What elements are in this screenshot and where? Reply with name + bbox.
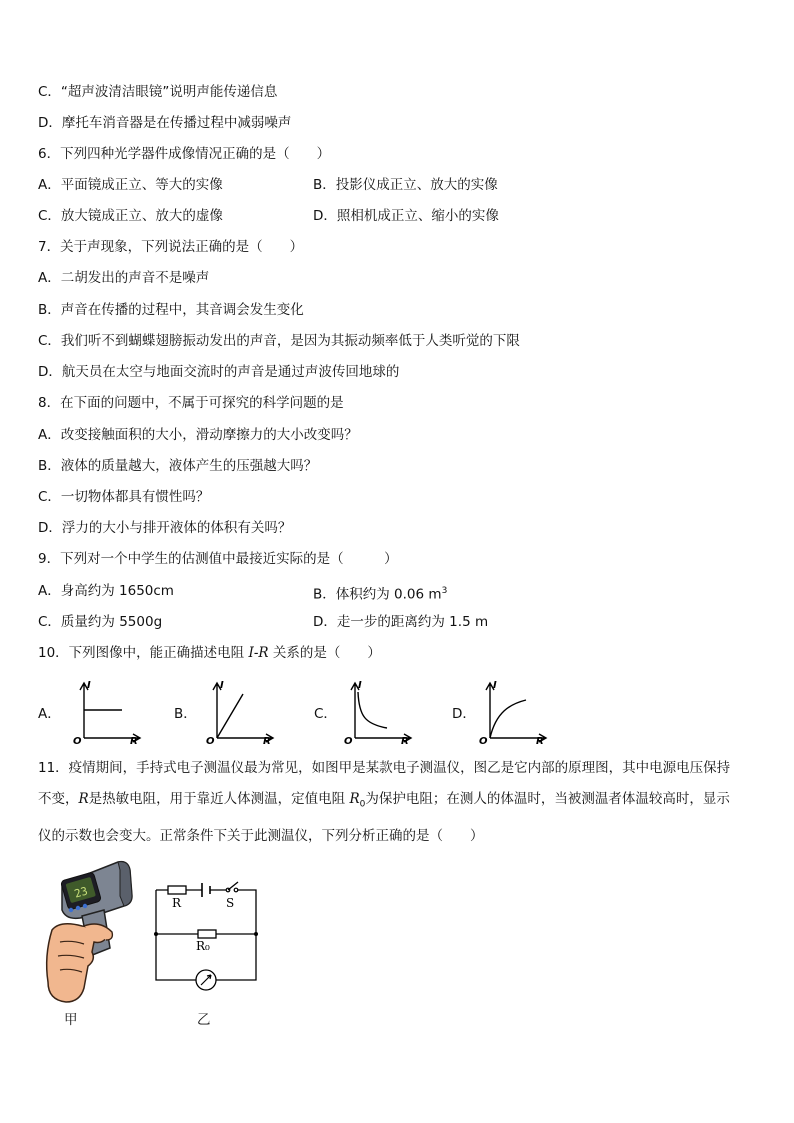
q10-stem-pre: 10．下列图像中，能正确描述电阻	[38, 645, 249, 661]
q11-var-r0: R	[349, 791, 360, 807]
q9-stem: 9．下列对一个中学生的估测值中最接近实际的是（ ）	[38, 551, 398, 567]
q8-option-a: A．改变接触面积的大小，滑动摩擦力的大小改变吗？	[38, 427, 358, 443]
q7-option-d: D．航天员在太空与地面交流时的声音是通过声波传回地球的	[38, 364, 400, 380]
q11-stem	[38, 753, 760, 852]
q11-line-2	[38, 784, 760, 821]
q11-var-r0-sub: 0	[359, 799, 366, 810]
q6-option-c: C．放大镜成正立、放大的虚像	[38, 208, 223, 224]
q7-option-b: B．声音在传播的过程中，其音调会发生变化	[38, 302, 304, 318]
q8-stem: 8．在下面的问题中，不属于可探究的科学问题的是	[38, 395, 344, 411]
q6-option-a: A．平面镜成正立、等大的实像	[38, 177, 223, 193]
y-axis-arrow	[351, 683, 359, 738]
graph-curve	[358, 692, 387, 728]
x-axis-label: R	[401, 736, 409, 747]
svg-text:23: 23	[72, 884, 90, 901]
resistor-r0	[198, 930, 216, 938]
label-r: R	[172, 896, 182, 910]
q11-line-2-post: 为保护电阻；在测人的体温时，当被测温者体温较高时，显示	[365, 791, 730, 807]
origin-label: O	[73, 736, 82, 747]
origin-label: O	[479, 736, 488, 747]
q8-option-b: B．液体的质量越大，液体产生的压强越大吗？	[38, 458, 318, 474]
q8-option-c: C．一切物体都具有惯性吗？	[38, 489, 210, 505]
q7-option-a: A．二胡发出的声音不是噪声	[38, 270, 210, 286]
figure-yi-label: 乙	[197, 1012, 211, 1028]
x-axis-label: R	[536, 736, 544, 747]
q10-option-c-label: C．	[314, 706, 337, 722]
q6-stem: 6．下列四种光学器件成像情况正确的是（ ）	[38, 146, 331, 162]
battery-symbol	[202, 883, 210, 897]
q9-option-c: C．质量约为 5500g	[38, 614, 163, 630]
q10-stem-post: 关系的是（ ）	[268, 645, 381, 661]
x-axis-label: R	[130, 736, 138, 747]
q9-option-a: A．身高约为 1650cm	[38, 583, 174, 599]
q5-option-d: D．摩托车消音器是在传播过程中减弱噪声	[38, 115, 292, 131]
q5-option-c: C．“超声波清洁眼镜”说明声能传递信息	[38, 84, 278, 100]
q10-graph-c	[341, 676, 413, 748]
q11-var-r: R	[78, 791, 89, 807]
y-axis-label: I	[358, 680, 362, 691]
origin-label: O	[206, 736, 215, 747]
y-axis-arrow	[213, 683, 221, 738]
thermometer-figure	[40, 856, 140, 1010]
q10-stem-var: I-R	[248, 645, 269, 661]
thermometer-illustration	[40, 856, 140, 1006]
q9-option-d: D．走一步的距离约为 1.5 m	[313, 614, 489, 630]
q9-option-b	[313, 582, 447, 604]
q7-option-c: C．我们听不到蝴蝶翅膀振动发出的声音，是因为其振动频率低于人类听觉的下限	[38, 333, 520, 349]
q9-option-b-text: B．体积约为 0.06 m	[313, 586, 442, 603]
q11-line-3: 仪的示数也会变大。正常条件下关于此测温仪，下列分析正确的是（ ）	[38, 827, 484, 844]
q7-stem: 7．关于声现象，下列说法正确的是（ ）	[38, 239, 304, 255]
q10-graph-b	[203, 676, 275, 748]
graph-curve	[490, 700, 526, 738]
label-s: S	[226, 896, 235, 910]
q11-line-2-mid: 是热敏电阻，用于靠近人体测温，定值电阻	[88, 791, 350, 807]
y-axis-label: I	[493, 680, 497, 691]
q10-option-d-label: D．	[452, 706, 476, 722]
origin-label: O	[344, 736, 353, 747]
figure-jia-label: 甲	[64, 1012, 78, 1028]
y-axis-label: I	[87, 680, 91, 691]
resistor-r	[168, 886, 186, 894]
q10-graph-a	[70, 676, 142, 748]
q8-option-d: D．浮力的大小与排开液体的体积有关吗？	[38, 520, 292, 536]
q6-option-b: B．投影仪成正立、放大的实像	[313, 177, 498, 193]
q6-option-d: D．照相机成正立、缩小的实像	[313, 208, 499, 224]
circuit-diagram	[148, 876, 268, 990]
y-axis-label: I	[220, 680, 224, 691]
q10-option-a-label: A．	[38, 706, 61, 722]
q11-line-1: 11．疫情期间，手持式电子测温仪最为常见，如图甲是某款电子测温仪，图乙是它内部的原理图，其中电源电压保持	[38, 760, 731, 776]
x-axis-label: R	[263, 736, 271, 747]
q11-line-2-pre: 不变，	[38, 791, 79, 807]
q9-option-b-exponent: 3	[441, 586, 448, 596]
q10-graph-d	[476, 676, 548, 748]
graph-curve	[217, 694, 243, 738]
q10-stem	[38, 644, 381, 662]
label-r0: R₀	[196, 939, 210, 953]
q10-option-b-label: B．	[174, 706, 197, 722]
